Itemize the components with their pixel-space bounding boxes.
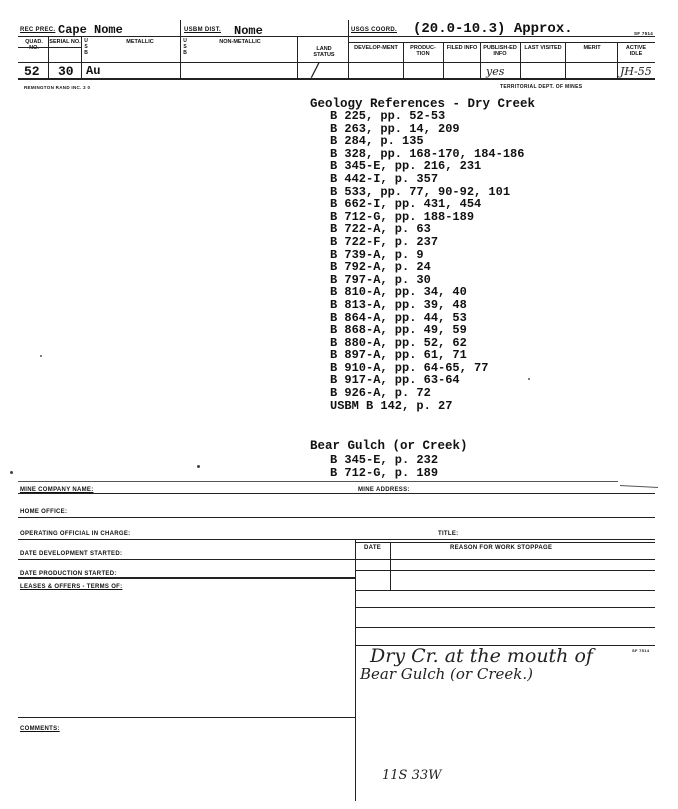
reference-item: B 345-E, pp. 216, 231 <box>330 159 482 174</box>
reference-item: B 864-A, pp. 44, 53 <box>330 310 467 325</box>
mine-company-name-label: MINE COMPANY NAME: <box>20 487 94 493</box>
rec-prec-label: REC PREC. <box>20 27 56 33</box>
usgs-coord-value: (20.0-10.3) Approx. <box>413 21 573 37</box>
metallic-label: METALLIC <box>126 39 154 45</box>
development-label: DEVELOP-MENT <box>354 45 398 51</box>
bear-gulch-heading: Bear Gulch (or Creek) <box>310 439 468 453</box>
reference-item: B 712-G, pp. 188-189 <box>330 209 475 224</box>
handwritten-note-line2: Bear Gulch (or Creek.) <box>360 665 533 683</box>
usbm-code-metallic: U S B <box>84 38 88 56</box>
reference-item: B 868-A, pp. 49, 59 <box>330 323 467 338</box>
reference-item: B 926-A, p. 72 <box>330 386 431 401</box>
reference-item: B 917-A, pp. 63-64 <box>330 373 460 388</box>
leases-offers-label: LEASES & OFFERS - TERMS OF: <box>20 584 123 590</box>
speck-mark <box>197 465 200 468</box>
usbm-dist-value: Nome <box>234 24 263 38</box>
reference-item: B 880-A, pp. 52, 62 <box>330 335 467 350</box>
reference-item: B 897-A, pp. 61, 71 <box>330 348 467 363</box>
metallic-value: Au <box>86 64 101 78</box>
date-development-label: DATE DEVELOPMENT STARTED: <box>20 551 123 557</box>
rec-prec-value: Cape Nome <box>58 23 123 37</box>
form-number-top: SF 7514 <box>634 31 654 36</box>
home-office-label: HOME OFFICE: <box>20 509 68 515</box>
references-list <box>330 110 524 412</box>
speck-mark <box>10 471 13 474</box>
land-status-label: LAND STATUS <box>313 46 335 58</box>
serial-no-label: SERIAL NO. <box>49 39 81 45</box>
usbm-code-nonmetallic: U S B <box>183 38 187 56</box>
reference-item: B 810-A, pp. 34, 40 <box>330 285 467 300</box>
merit-label: MERIT <box>583 45 601 51</box>
reference-item: B 712-G, p. 189 <box>330 465 439 480</box>
references-heading: Geology References - Dry Creek <box>310 97 536 111</box>
production-label: PRODUC-TION <box>410 45 436 57</box>
speck-mark <box>528 378 530 380</box>
reason-column-label: REASON FOR WORK STOPPAGE <box>450 545 553 551</box>
mine-address-label: MINE ADDRESS: <box>358 487 410 493</box>
reference-item: B 263, pp. 14, 209 <box>330 121 460 136</box>
published-value: yes <box>486 65 505 78</box>
filed-info-label: FILED INFO <box>446 45 478 51</box>
reference-item: B 284, p. 135 <box>330 134 424 149</box>
title-label: TITLE: <box>438 531 459 537</box>
reference-item: B 442-I, p. 357 <box>330 171 439 186</box>
active-idle-value: JH-55 <box>620 65 652 78</box>
operating-official-label: OPERATING OFFICIAL IN CHARGE: <box>20 531 131 537</box>
form-number-mid: SF 7514 <box>632 648 650 653</box>
reference-item: B 813-A, pp. 39, 48 <box>330 297 467 312</box>
reference-item: B 533, pp. 77, 90-92, 101 <box>330 184 511 199</box>
comments-label: COMMENTS: <box>20 726 60 732</box>
active-idle-label: ACTIVE IDLE <box>625 45 647 57</box>
reference-item: B 662-I, pp. 431, 454 <box>330 197 482 212</box>
published-info-label: PUBLISH-ED INFO <box>483 45 517 57</box>
reference-item: B 345-E, p. 232 <box>330 453 439 467</box>
last-visited-label: LAST VISITED <box>524 45 562 51</box>
handwritten-note-line1: Dry Cr. at the mouth of <box>370 645 593 667</box>
printer-imprint: REMINGTON RAND INC. 2 0 <box>24 85 91 90</box>
reference-item: B 328, pp. 168-170, 184-186 <box>330 146 525 161</box>
date-production-label: DATE PRODUCTION STARTED: <box>20 571 117 577</box>
reference-item: B 722-F, p. 237 <box>330 234 439 249</box>
nonmetallic-label: NON-METALLIC <box>219 39 261 45</box>
reference-item: USBM B 142, p. 27 <box>330 398 453 413</box>
reference-item: B 739-A, p. 9 <box>330 247 424 262</box>
quad-no-label: QUAD. NO. <box>25 39 43 51</box>
reference-item: B 910-A, pp. 64-65, 77 <box>330 360 489 375</box>
reference-item: B 225, pp. 52-53 <box>330 109 446 123</box>
bear-gulch-list <box>330 454 438 479</box>
territorial-dept-imprint: TERRITORIAL DEPT. OF MINES <box>500 84 583 90</box>
date-column-label: DATE <box>364 545 382 551</box>
usgs-coord-label: USGS COORD. <box>351 27 397 33</box>
serial-no-value: 30 <box>58 64 74 79</box>
reference-item: B 722-A, p. 63 <box>330 222 431 237</box>
quad-no-value: 52 <box>24 64 40 79</box>
usbm-dist-label: USBM DIST. <box>184 27 222 33</box>
handwritten-coordinates: 11S 33W <box>382 768 442 783</box>
speck-mark <box>40 355 42 357</box>
land-status-value: / <box>312 60 319 81</box>
reference-item: B 797-A, p. 30 <box>330 272 431 287</box>
reference-item: B 792-A, p. 24 <box>330 260 431 275</box>
